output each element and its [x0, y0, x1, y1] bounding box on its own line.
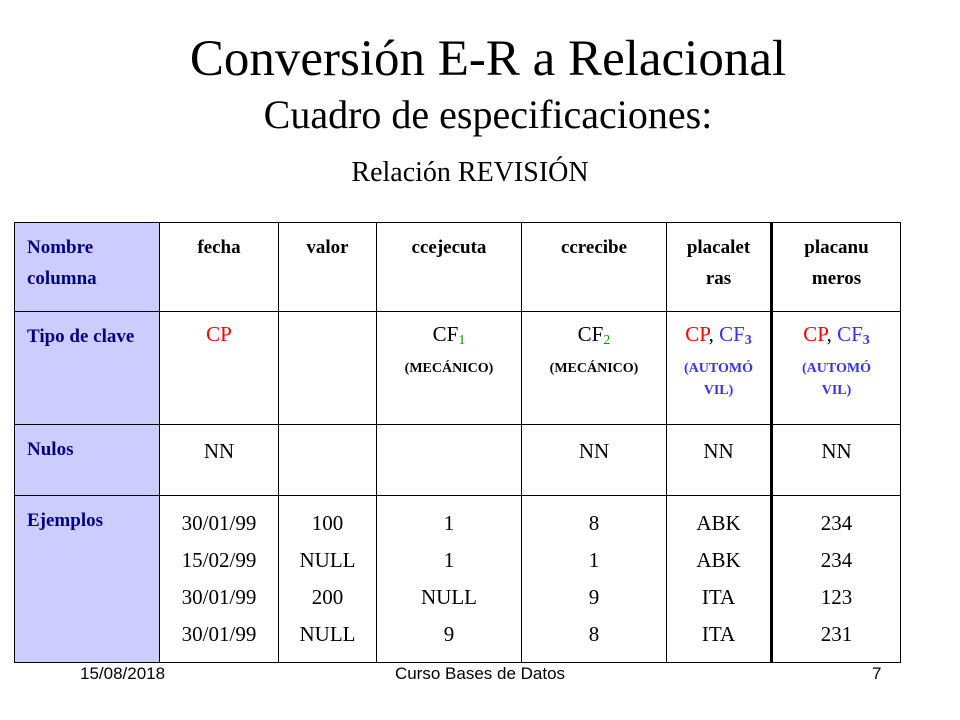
header-line: ras	[705, 268, 732, 289]
null-placanumeros: NN	[772, 425, 901, 496]
slide-subtitle: Cuadro de especificaciones:	[263, 92, 713, 137]
foreign-key-index: 3	[862, 333, 870, 348]
null-ccrecibe: NN	[522, 425, 667, 496]
example-value: 30/01/99	[181, 585, 257, 609]
example-value: 9	[443, 622, 455, 646]
null-fecha: NN	[160, 425, 279, 496]
key-type-valor	[279, 312, 377, 425]
foreign-key-reference: (AUTOMÓ VIL)	[684, 361, 753, 398]
example-value: 1	[443, 511, 455, 535]
example-value: ABK	[696, 511, 741, 535]
key-type-placanumeros	[772, 312, 901, 425]
table-row	[15, 223, 901, 312]
examples-placaletras	[667, 496, 772, 663]
header-line: placanu	[804, 237, 869, 258]
example-value: ITA	[701, 585, 736, 609]
column-header-fecha: fecha	[160, 223, 279, 312]
table-row	[15, 496, 901, 663]
example-value: 231	[820, 622, 853, 646]
key-type-fecha	[160, 312, 279, 425]
header-line: meros	[811, 268, 862, 289]
example-value: 100	[311, 511, 344, 535]
row-header-key-type: Tipo de clave	[15, 312, 160, 425]
key-type-ccrecibe	[522, 312, 667, 425]
examples-placanumeros	[772, 496, 901, 663]
table-row	[15, 312, 901, 425]
slide-title: Conversión E-R a Relacional	[189, 31, 787, 87]
row-header-examples: Ejemplos	[15, 496, 160, 663]
example-value: 8	[588, 622, 600, 646]
footer-date: 15/08/2018	[80, 664, 166, 683]
column-header-placanumeros	[772, 223, 901, 312]
example-value: 234	[820, 548, 853, 572]
example-value: NULL	[299, 548, 356, 572]
footer-course: Curso Bases de Datos	[394, 664, 566, 683]
example-value: 30/01/99	[181, 622, 257, 646]
key-type-ccejecuta	[377, 312, 522, 425]
footer-page-number: 7	[872, 664, 882, 683]
example-value: 1	[588, 548, 600, 572]
column-header-ccejecuta: ccejecuta	[377, 223, 522, 312]
example-value: NULL	[421, 585, 477, 609]
row-header-nulls: Nulos	[15, 425, 160, 496]
key-separator: ,	[708, 322, 720, 346]
foreign-key-reference: (MECÁNICO)	[404, 361, 494, 376]
column-header-ccrecibe: ccrecibe	[522, 223, 667, 312]
primary-key-label: CP	[206, 322, 232, 346]
table-row	[15, 425, 901, 496]
foreign-key-index: 1	[458, 333, 466, 348]
null-ccejecuta	[377, 425, 522, 496]
foreign-key-label: CF	[432, 322, 459, 346]
foreign-key-label: CF	[719, 322, 745, 346]
examples-valor	[279, 496, 377, 663]
primary-key-label: CP	[803, 322, 827, 346]
foreign-key-index: 2	[603, 333, 611, 348]
example-value: 8	[588, 511, 600, 535]
examples-ccrecibe	[522, 496, 667, 663]
relation-name: Relación REVISIÓN	[351, 157, 589, 188]
examples-fecha	[160, 496, 279, 663]
column-header-placaletras	[667, 223, 772, 312]
foreign-key-label: CF	[577, 322, 604, 346]
row-header-column-name: Nombre columna	[15, 223, 160, 312]
example-value: 15/02/99	[181, 548, 257, 572]
column-header-valor: valor	[279, 223, 377, 312]
example-value: NULL	[299, 622, 356, 646]
example-value: ITA	[701, 622, 736, 646]
foreign-key-index: 3	[744, 333, 752, 348]
key-type-placaletras	[667, 312, 772, 425]
example-value: 30/01/99	[181, 511, 257, 535]
key-separator: ,	[826, 322, 838, 346]
foreign-key-label: CF	[837, 322, 863, 346]
example-value: 123	[820, 585, 853, 609]
null-valor	[279, 425, 377, 496]
example-value: 200	[311, 585, 344, 609]
primary-key-label: CP	[685, 322, 709, 346]
header-line: placalet	[686, 237, 751, 258]
specification-table	[14, 222, 901, 663]
examples-ccejecuta	[377, 496, 522, 663]
foreign-key-reference: (MECÁNICO)	[549, 361, 639, 376]
example-value: ABK	[696, 548, 741, 572]
example-value: 9	[588, 585, 600, 609]
foreign-key-reference: (AUTOMÓ VIL)	[802, 361, 871, 398]
null-placaletras: NN	[667, 425, 772, 496]
example-value: 234	[820, 511, 853, 535]
example-value: 1	[443, 548, 455, 572]
